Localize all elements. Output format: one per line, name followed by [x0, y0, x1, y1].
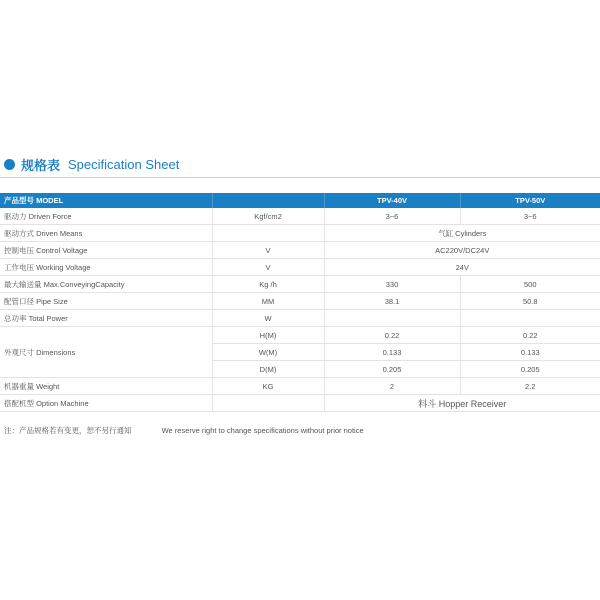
bullet-dot-icon: [4, 159, 15, 170]
header-unit: [212, 193, 324, 208]
param-unit: Kgf/cm2: [212, 208, 324, 225]
value-tpv40v: 38.1: [324, 293, 460, 310]
param-unit: [212, 395, 324, 412]
param-name: 工作电压 Working Voltage: [0, 259, 212, 276]
param-name: 最大输送量 Max.ConveyingCapacity: [0, 276, 212, 293]
param-name: 驱动力 Driven Force: [0, 208, 212, 225]
value-shared: 24V: [324, 259, 600, 276]
footnote-chinese: 注：产品规格若有变更，恕不另行通知: [4, 426, 132, 435]
header-tpv50v: TPV-50V: [460, 193, 600, 208]
title-chinese: 规格表: [21, 157, 61, 173]
row-working-voltage: [0, 259, 600, 276]
value-shared: AC220V/DC24V: [324, 242, 600, 259]
value-shared: 气缸 Cylinders: [324, 225, 600, 242]
param-unit: V: [212, 242, 324, 259]
param-name: 外观尺寸 Dimensions: [0, 327, 212, 378]
table-header-row: [0, 193, 600, 208]
value-tpv40v: 3~6: [324, 208, 460, 225]
section-title: [4, 154, 179, 174]
row-weight: [0, 378, 600, 395]
header-tpv40v: TPV-40V: [324, 193, 460, 208]
value-tpv40v: 2: [324, 378, 460, 395]
header-model: 产品型号 MODEL: [0, 193, 212, 208]
row-option-machine: [0, 395, 600, 412]
title-divider: [0, 177, 600, 178]
value-tpv40v: 0.22: [324, 327, 460, 344]
param-unit: Kg /h: [212, 276, 324, 293]
value-tpv50v: 50.8: [460, 293, 600, 310]
param-unit: W: [212, 310, 324, 327]
param-name: 搭配机型 Option Machine: [0, 395, 212, 412]
value-tpv40v: 330: [324, 276, 460, 293]
value-tpv40v: 0.205: [324, 361, 460, 378]
param-name: 驱动方式 Driven Means: [0, 225, 212, 242]
row-dimensions-h: [0, 327, 600, 344]
param-unit: W(M): [212, 344, 324, 361]
value-tpv50v: 2.2: [460, 378, 600, 395]
param-unit: V: [212, 259, 324, 276]
row-pipe-size: [0, 293, 600, 310]
row-driven-means: [0, 225, 600, 242]
param-name: 机器重量 Weight: [0, 378, 212, 395]
param-name: 总功率 Total Power: [0, 310, 212, 327]
param-unit: H(M): [212, 327, 324, 344]
value-tpv50v: 0.205: [460, 361, 600, 378]
value-tpv40v: [324, 310, 460, 327]
param-unit: KG: [212, 378, 324, 395]
value-tpv50v: 0.133: [460, 344, 600, 361]
footnote: [4, 425, 364, 436]
value-tpv50v: 0.22: [460, 327, 600, 344]
row-total-power: [0, 310, 600, 327]
param-unit: MM: [212, 293, 324, 310]
title-english: Specification Sheet: [68, 156, 180, 172]
row-max-capacity: [0, 276, 600, 293]
footnote-english: We reserve right to change specifications without prior notice: [161, 426, 364, 435]
param-name: 配管口径 Pipe Size: [0, 293, 212, 310]
spec-table: [0, 193, 600, 412]
value-shared: 料斗 Hopper Receiver: [324, 395, 600, 412]
row-control-voltage: [0, 242, 600, 259]
param-name: 控制电压 Control Voltage: [0, 242, 212, 259]
row-driven-force: [0, 208, 600, 225]
value-tpv50v: [460, 310, 600, 327]
value-tpv50v: 500: [460, 276, 600, 293]
param-unit: D(M): [212, 361, 324, 378]
value-tpv50v: 3~6: [460, 208, 600, 225]
param-unit: [212, 225, 324, 242]
value-tpv40v: 0.133: [324, 344, 460, 361]
